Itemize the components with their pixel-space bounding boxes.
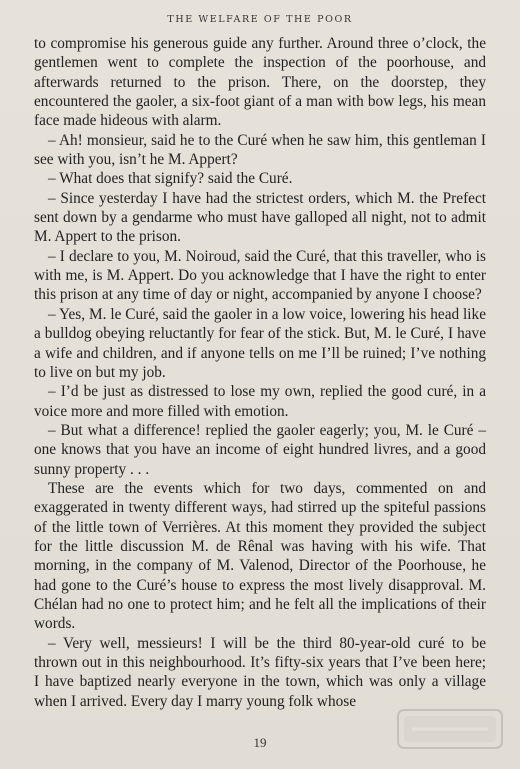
running-head: THE WELFARE OF THE POOR: [167, 14, 353, 25]
paragraph-9: These are the events which for two days, commented on and exaggerated in twenty different ways, had stirred up the spiteful passions of the little town of Verrières. At this moment they provided the subject for the little discussion M. de Rênal was having with his wife. That morning, in the company of M. Valenod, Director of the Poorhouse, he had gone to the Curé’s house to express the most lively disapproval. M. Chélan had no one to protect him; and he felt all the implications of their words.: [34, 479, 486, 633]
paragraph-4: – Since yesterday I have had the strictest orders, which M. the Prefect sent down by a gendarme who must have galloped all night, not to admit M. Appert to the prison.: [34, 189, 486, 246]
watermark-stamp-icon: [392, 700, 508, 758]
body-text: [34, 34, 486, 711]
paragraph-1: to compromise his generous guide any further. Around three o’clock, the gentlemen went to complete the inspection of the poorhouse, and afterwards returned to the prison. There, on the doorstep, they encountered the gaoler, a six-foot giant of a man with bow legs, his mean face made hideous with alarm.: [34, 35, 486, 130]
paragraph-3: – What does that signify? said the Curé.: [48, 170, 293, 188]
paragraph-5: – I declare to you, M. Noiroud, said the Curé, that this traveller, who is with me, is M. Appert. Do you acknowledge that I have the right to enter this prison at any time of day or night, accompanied by anyone I choose?: [34, 247, 486, 304]
paragraph-8: – But what a difference! replied the gaoler eagerly; you, M. le Curé – one knows that you have an income of eight hundred livres, and a good sunny property . . .: [34, 421, 486, 478]
paragraph-6: – Yes, M. le Curé, said the gaoler in a low voice, lowering his head like a bulldog obeying reluctantly for fear of the stick. But, M. le Curé, I have a wife and children, and if anyone tells on me I’ll be ruined; I’ve nothing to live on but my job.: [34, 305, 486, 381]
page-number: 19: [253, 735, 267, 750]
paragraph-2: – Ah! monsieur, said he to the Curé when he saw him, this gentleman I see with you, isn’t he M. Appert?: [34, 131, 486, 169]
paragraph-10: – Very well, messieurs! I will be the third 80-year-old curé to be thrown out in this neighbourhood. It’s fifty-six years that I’ve been here; I have baptized nearly everyone in the town, which was only a village when I arrived. Every day I marry young folk whose: [34, 634, 486, 710]
paragraph-7: – I’d be just as distressed to lose my own, replied the good curé, in a voice more and more filled with emotion.: [34, 383, 486, 420]
